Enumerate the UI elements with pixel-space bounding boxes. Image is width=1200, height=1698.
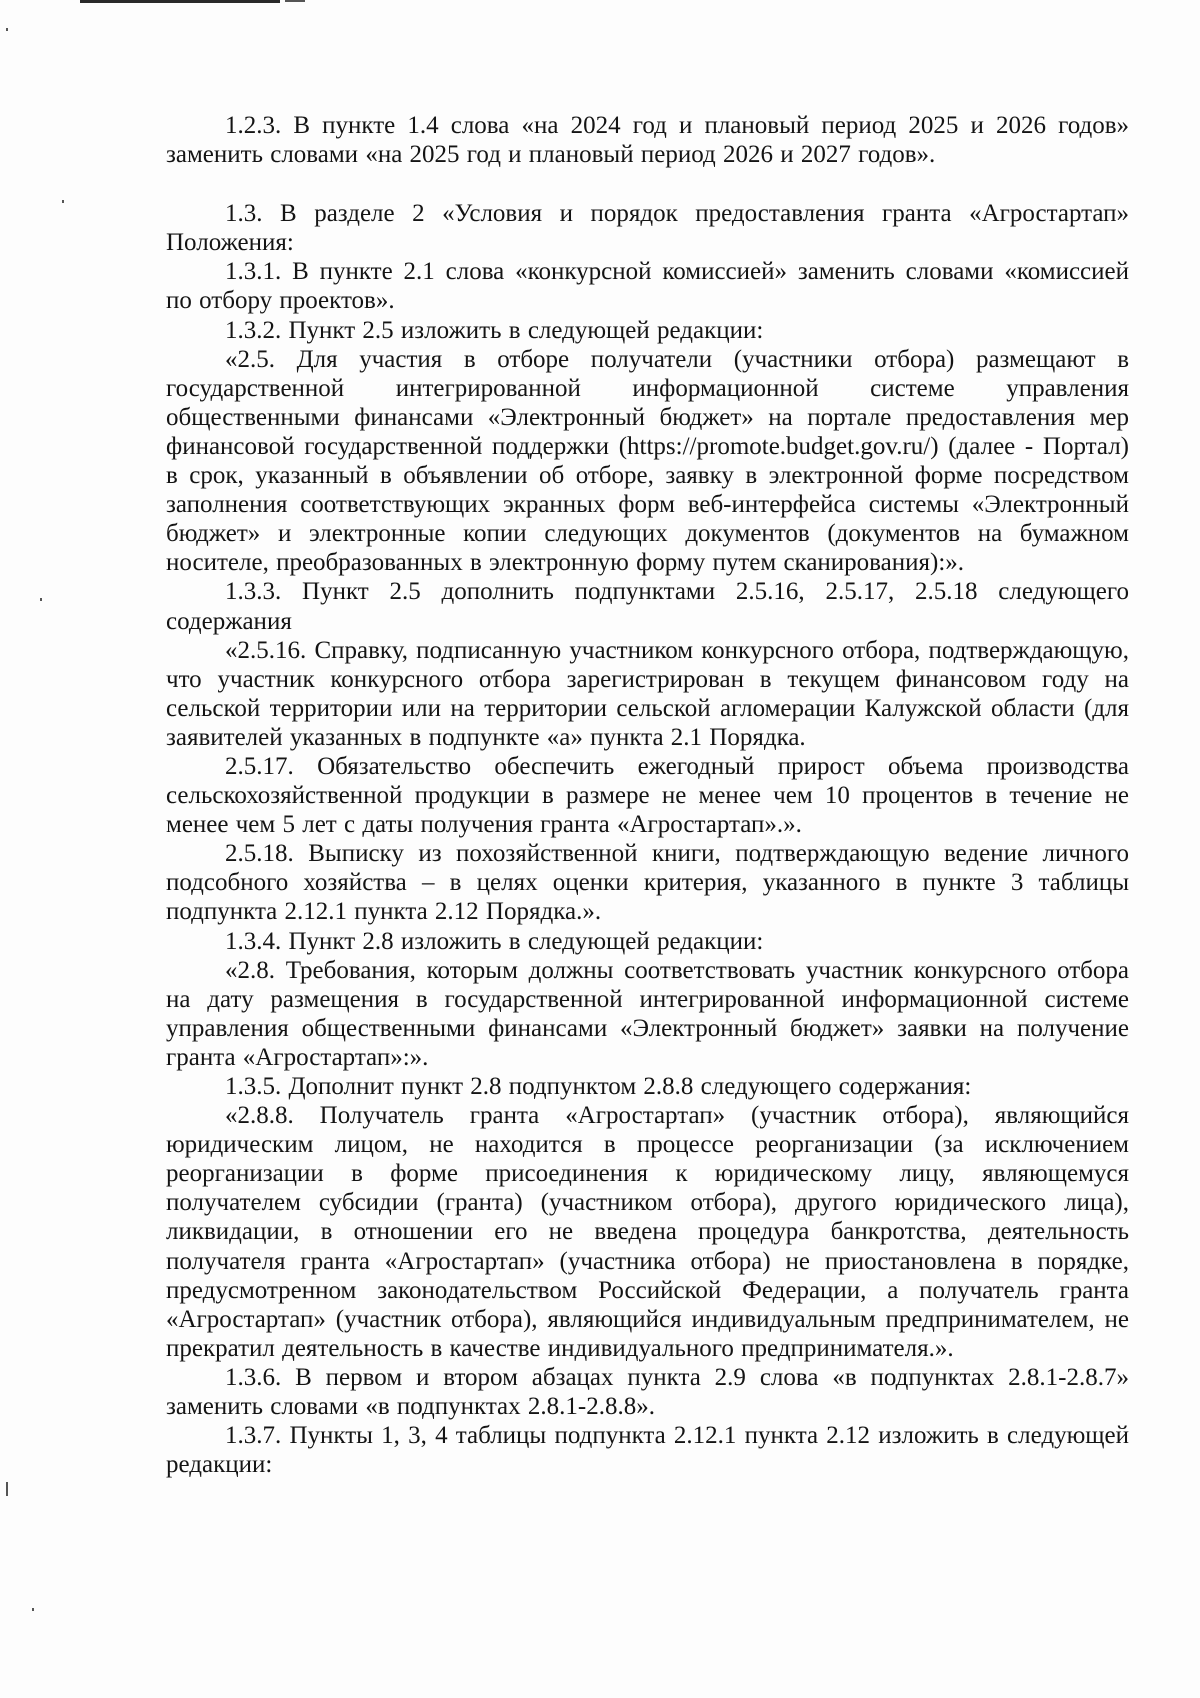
paragraph-2-8-8: «2.8.8. Получатель гранта «Агростартап» (участник отбора), являющийся юридическим лицом, не находится в процессе реорганизации (за исключением реорганизации в форме присоединения к юридическому лицу, являющемуся получателем субсидии (гранта) (участником отбора), другого юридического лица), ликвидации, в отношении его не введена процедура банкротства, деятельность получателя гранта «Агростартап» (участника отбора) не приостановлена в порядке, предусмотренном законодательством Российской Федерации, а получатель гранта «Агростартап» (участник отбора), являющийся индивидуальным предпринимателем, не прекратил деятельность в качестве индивидуального предпринимателя.».: [166, 1102, 1129, 1362]
paragraph-2-5: «2.5. Для участия в отборе получатели (участники отбора) размещают в государственной интегрированной информационной системе управления общественными финансами «Электронный бюджет» на портале предоставления мер финансовой государственной поддержки (https://promote.budget.gov.ru/) (далее - Портал) в срок, указанный в объявлении об отборе, заявку в электронной форме посредством заполнения соответствующих экранных форм веб-интерфейса системы «Электронный бюджет» и электронные копии следующих документов (документов на бумажном носителе, преобразованных в электронную форму путем сканирования):».: [166, 345, 1129, 577]
paragraph-2-5-16: «2.5.16. Справку, подписанную участником конкурсного отбора, подтверждающую, что участник конкурсного отбора зарегистрирован в текущем финансовом году на сельской территории или на территории сельской агломерации Калужской области (для заявителей указанных в подпункте «а» пункта 2.1 Порядка.: [166, 636, 1129, 751]
scan-speck: [6, 28, 8, 31]
paragraph-1-3: 1.3. В разделе 2 «Условия и порядок предоставления гранта «Агростартап» Положения:: [166, 200, 1129, 257]
paragraph-1-2-3: 1.2.3. В пункте 1.4 слова «на 2024 год и плановый период 2025 и 2026 годов» заменить словами «на 2025 год и плановый период 2026 и 2027 годов».: [166, 112, 1129, 169]
scan-speck: [62, 200, 64, 203]
scan-top-mark: [285, 0, 305, 2]
paragraph-1-3-4: 1.3.4. Пункт 2.8 изложить в следующей редакции:: [225, 927, 764, 955]
paragraph-1-3-1: 1.3.1. В пункте 2.1 слова «конкурсной комиссией» заменить словами «комиссией по отбору проектов».: [166, 258, 1129, 315]
paragraph-1-3-6: 1.3.6. В первом и втором абзацах пункта 2.9 слова «в подпунктах 2.8.1-2.8.7» заменить словами «в подпунктах 2.8.1-2.8.8».: [166, 1363, 1129, 1421]
paragraph-1-3-3: 1.3.3. Пункт 2.5 дополнить подпунктами 2.5.16, 2.5.17, 2.5.18 следующего содержания: [166, 578, 1129, 635]
paragraph-2-5-18: 2.5.18. Выписку из похозяйственной книги, подтверждающую ведение личного подсобного хозяйства – в целях оценки критерия, указанного в пункте 3 таблицы подпункта 2.12.1 пункта 2.12 Порядка.».: [166, 840, 1129, 926]
paragraph-1-3-2: 1.3.2. Пункт 2.5 изложить в следующей редакции:: [225, 316, 764, 344]
paragraph-2-5-17: 2.5.17. Обязательство обеспечить ежегодный прирост объема производства сельскохозяйственной продукции в размере не менее чем 10 процентов в течение не менее чем 5 лет с даты получения гранта «Агростартап».».: [166, 752, 1129, 839]
paragraph-2-8: «2.8. Требования, которым должны соответствовать участник конкурсного отбора на дату размещения в государственной интегрированной информационной системе управления общественными финансами «Электронный бюджет» заявки на получение гранта «Агростартап»:».: [166, 956, 1129, 1071]
scan-speck: [32, 1608, 34, 1611]
document-body: [166, 111, 1129, 1479]
scan-speck: [6, 1482, 8, 1496]
scan-speck: [40, 598, 42, 601]
scan-top-rule: [80, 0, 280, 3]
paragraph-1-3-5: 1.3.5. Дополнит пункт 2.8 подпунктом 2.8.8 следующего содержания:: [225, 1073, 972, 1100]
paragraph-1-3-7: 1.3.7. Пункты 1, 3, 4 таблицы подпункта 2.12.1 пункта 2.12 изложить в следующей редакции:: [166, 1422, 1129, 1479]
